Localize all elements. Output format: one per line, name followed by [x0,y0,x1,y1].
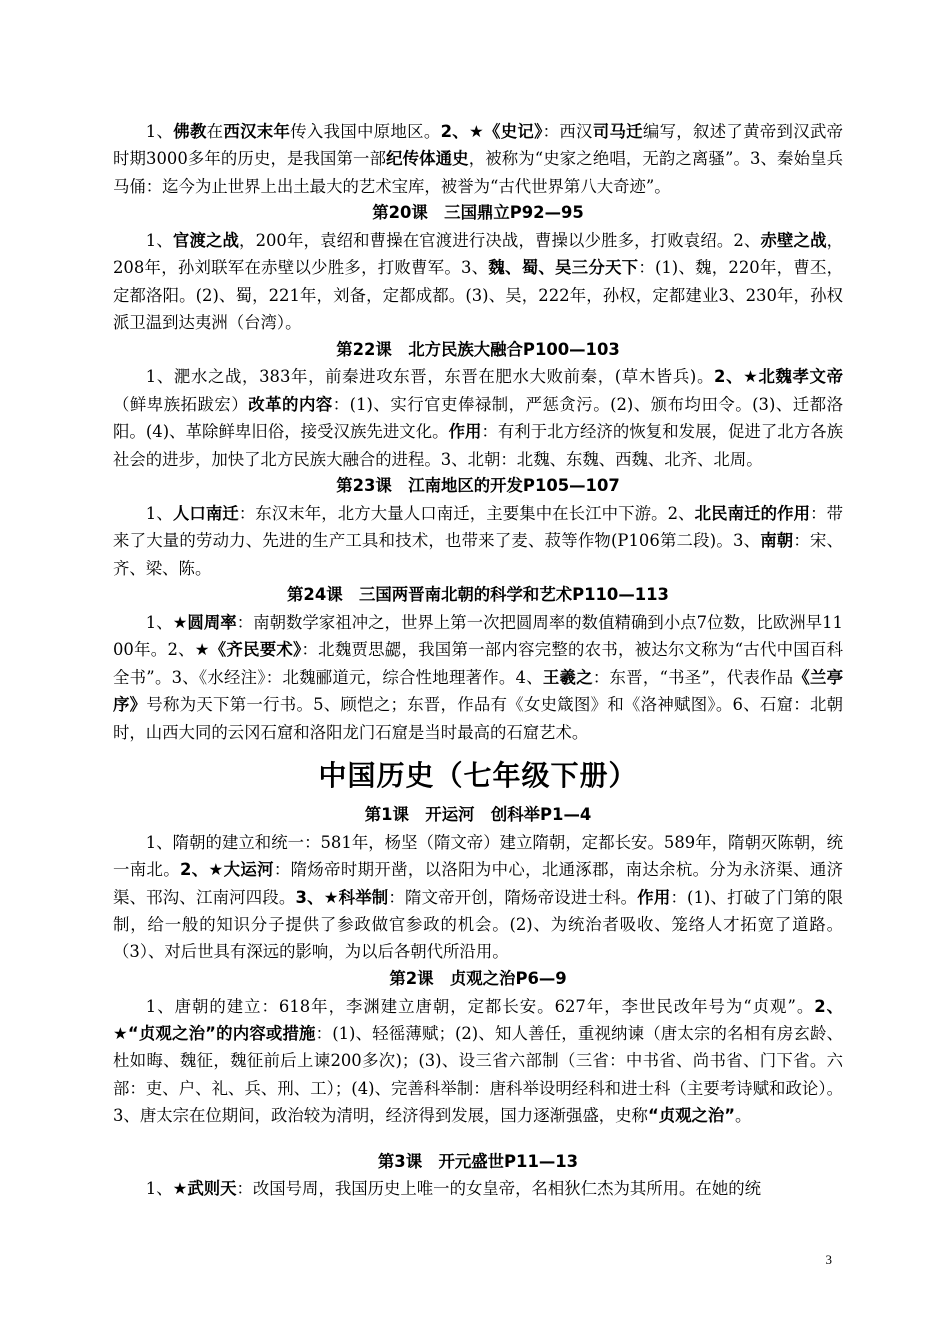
text: 1、淝水之战，383年，前秦进攻东晋，东晋在肥水大败前秦，(草木皆兵)。 [145,367,715,387]
bold-term: ★《齐民要术》 [194,640,302,660]
bold-term: 《兰亭序》 [113,667,844,715]
bold-term: 2、★《史记》 [440,122,543,141]
text: 1、唐朝的建立：618年，李渊建立唐朝，定都长安。627年，李世民改年号为“贞观”。 [145,996,815,1016]
bold-term: 改革的内容 [248,394,333,414]
lesson-1-paragraph [113,829,843,966]
lesson-20-paragraph [113,227,843,337]
lesson-heading-23: 第23课 江南地区的开发P105—107 [336,476,620,496]
bold-term: 赤壁之战 [760,231,827,251]
text: 1、 [145,1179,173,1199]
text: ，200年，袁绍和曹操在官渡进行决战，曹操以少胜多，打败袁绍。2、 [239,231,761,251]
text: ：东汉末年，北方大量人口南迁，主要集中在长江中下游。2、 [238,503,695,523]
text: 传入我国中原地区。 [290,122,441,141]
text: 1、 [145,231,173,251]
text: ，208年，孙刘联军在赤壁以少胜多，打败曹军。3、 [113,231,844,278]
bold-term: 纪传体通史 [386,149,469,169]
lesson-heading-24: 第24课 三国两晋南北朝的科学和艺术P110—113 [287,585,669,605]
bold-term: 北民南迁的作用 [694,503,811,523]
bold-term: “贞观之治” [647,1106,736,1126]
lesson-22-paragraph [113,363,843,473]
spacer [113,1130,843,1149]
text: ：(1)、魏，220年，曹丕，定都洛阳。(2)、蜀，221年，刘备，定都成都。(3)、吴，222年，孙权，定都建业3、230年，孙权派卫温到达夷洲（台湾）。 [113,258,843,333]
text: ：(1)、实行官吏俸禄制，严惩贪污。(2)、颁布均田令。(3)、迁都洛阳。(4)、革除鲜卑旧俗，接受汉族先进文化。 [113,394,844,442]
text: （鲜卑族拓跋宏） [113,394,249,414]
text: 。 [735,1106,752,1126]
bold-term: ★武则天 [172,1179,237,1199]
bold-term: 2、★北魏孝文帝 [714,367,843,387]
text: ：隋炀帝时期开凿，以洛阳为中心，北通涿郡，南达余杭。分为永济渠、通济渠、邗沟、江南河四段。 [113,860,844,907]
text: ：带来了大量的劳动力、先进的生产工具和技术，也带来了麦、菽等作物(P106第二段)。3、 [113,503,844,551]
text: 在 [206,122,224,141]
text: ：改国号周，我国历史上唯一的女皇帝，名相狄仁杰为其所用。在她的统 [236,1179,761,1199]
bold-term: 王羲之 [542,667,593,687]
lesson-24-paragraph [113,609,843,746]
bold-term: 2、★大运河 [180,860,274,880]
text: 编写，叙述了黄帝到汉武帝时期3000多年的历史，是我国第一部 [113,122,844,169]
text: ，被称为“史家之绝唱，无韵之离骚”。3、秦始皇兵马俑：迄今为止世界上出土最大的艺术宝库，被誉为“古代世界第八大奇迹”。 [113,149,844,196]
bold-term: 官渡之战 [172,231,240,251]
lesson-2-paragraph [113,993,843,1130]
text: ：隋文帝开创，隋炀帝设进士科。 [388,887,638,907]
text: 1、 [145,612,173,632]
bold-term: 作用 [448,422,482,442]
text: 1、 [145,503,173,523]
lesson-3-paragraph [113,1175,843,1202]
bold-term: ★圆周率 [172,612,237,632]
text: 1、 [145,122,174,141]
lesson-heading-1: 第1课 开运河 创科举P1—4 [364,804,592,824]
book-title: 中国历史（七年级下册） [318,758,638,792]
lesson-heading-2: 第2课 贞观之治P6—9 [389,968,567,988]
text: ：宋、齐、梁、陈。 [113,531,843,578]
intro-paragraph [113,118,843,200]
lesson-23-paragraph [113,500,843,582]
text: 1、隋朝的建立和统一：581年，杨坚（隋文帝）建立隋朝，定都长安。589年，隋朝灭陈朝，统一南北。 [113,832,843,880]
lesson-heading-20: 第20课 三国鼎立P92—95 [372,203,584,223]
bold-term: 南朝 [760,531,794,551]
bold-term: 3、★科举制 [295,887,389,907]
text: ：(1)、轻徭薄赋；(2)、知人善任，重视纳谏（唐太宗的名相有房玄龄、杜如晦、魏征，魏征前后上谏200多次)；(3)、设三省六部制（三省：中书省、尚书省、门下省。六部：吏、户、礼、兵、刑、工）；(4)、完善科举制：唐科举设明经科和进士科（主要考诗赋和政论）。3、唐太宗在位期间，政治较为清明，经济得到发展，国力逐渐强盛，史称 [113,1023,843,1126]
bold-term: 2、★“贞观之治”的内容或措施 [113,996,843,1043]
document-body [113,118,843,1203]
text: ：有利于北方经济的恢复和发展，促进了北方各族社会的进步，加快了北方民族大融合的进程。3、北朝：北魏、东魏、西魏、北齐、北周。 [113,422,843,469]
bold-term: 佛教 [173,122,207,141]
text: ：南朝数学家祖冲之，世界上第一次把圆周率的数值精确到小点7位数，比欧洲早1100年。2、 [113,612,843,660]
lesson-heading-3: 第3课 开元盛世P11—13 [377,1151,579,1171]
text: 号称为天下第一行书。5、顾恺之；东晋，作品有《女史箴图》和《洛神赋图》。6、石窟：北朝时，山西大同的云冈石窟和洛阳龙门石窟是当时最高的石窟艺术。 [113,695,844,742]
bold-term: 作用 [637,887,671,907]
bold-term: 魏、蜀、吴三分天下 [488,258,639,278]
page-number: 3 [825,1252,832,1267]
bold-term: 司马迁 [592,122,643,141]
text: ：(1)、打破了门第的限制，给一般的知识分子提供了参政做官参政的机会。(2)、为统治者吸收、笼络人才拓宽了道路。（3）、对后世具有深远的影响，为以后各朝代所沿用。 [113,887,844,962]
bold-term: 人口南迁 [172,503,239,523]
text: ：东晋，“书圣”，代表作品 [592,667,794,687]
text: ：西汉 [542,122,593,141]
text: ：北魏贾思勰，我国第一部内容完整的农书，被达尔文称为“古代中国百科全书”。3、《水经注》：北魏郦道元，综合性地理著作。4、 [113,640,843,687]
bold-term: 西汉末年 [223,122,291,141]
lesson-heading-22: 第22课 北方民族大融合P100—103 [336,339,620,359]
